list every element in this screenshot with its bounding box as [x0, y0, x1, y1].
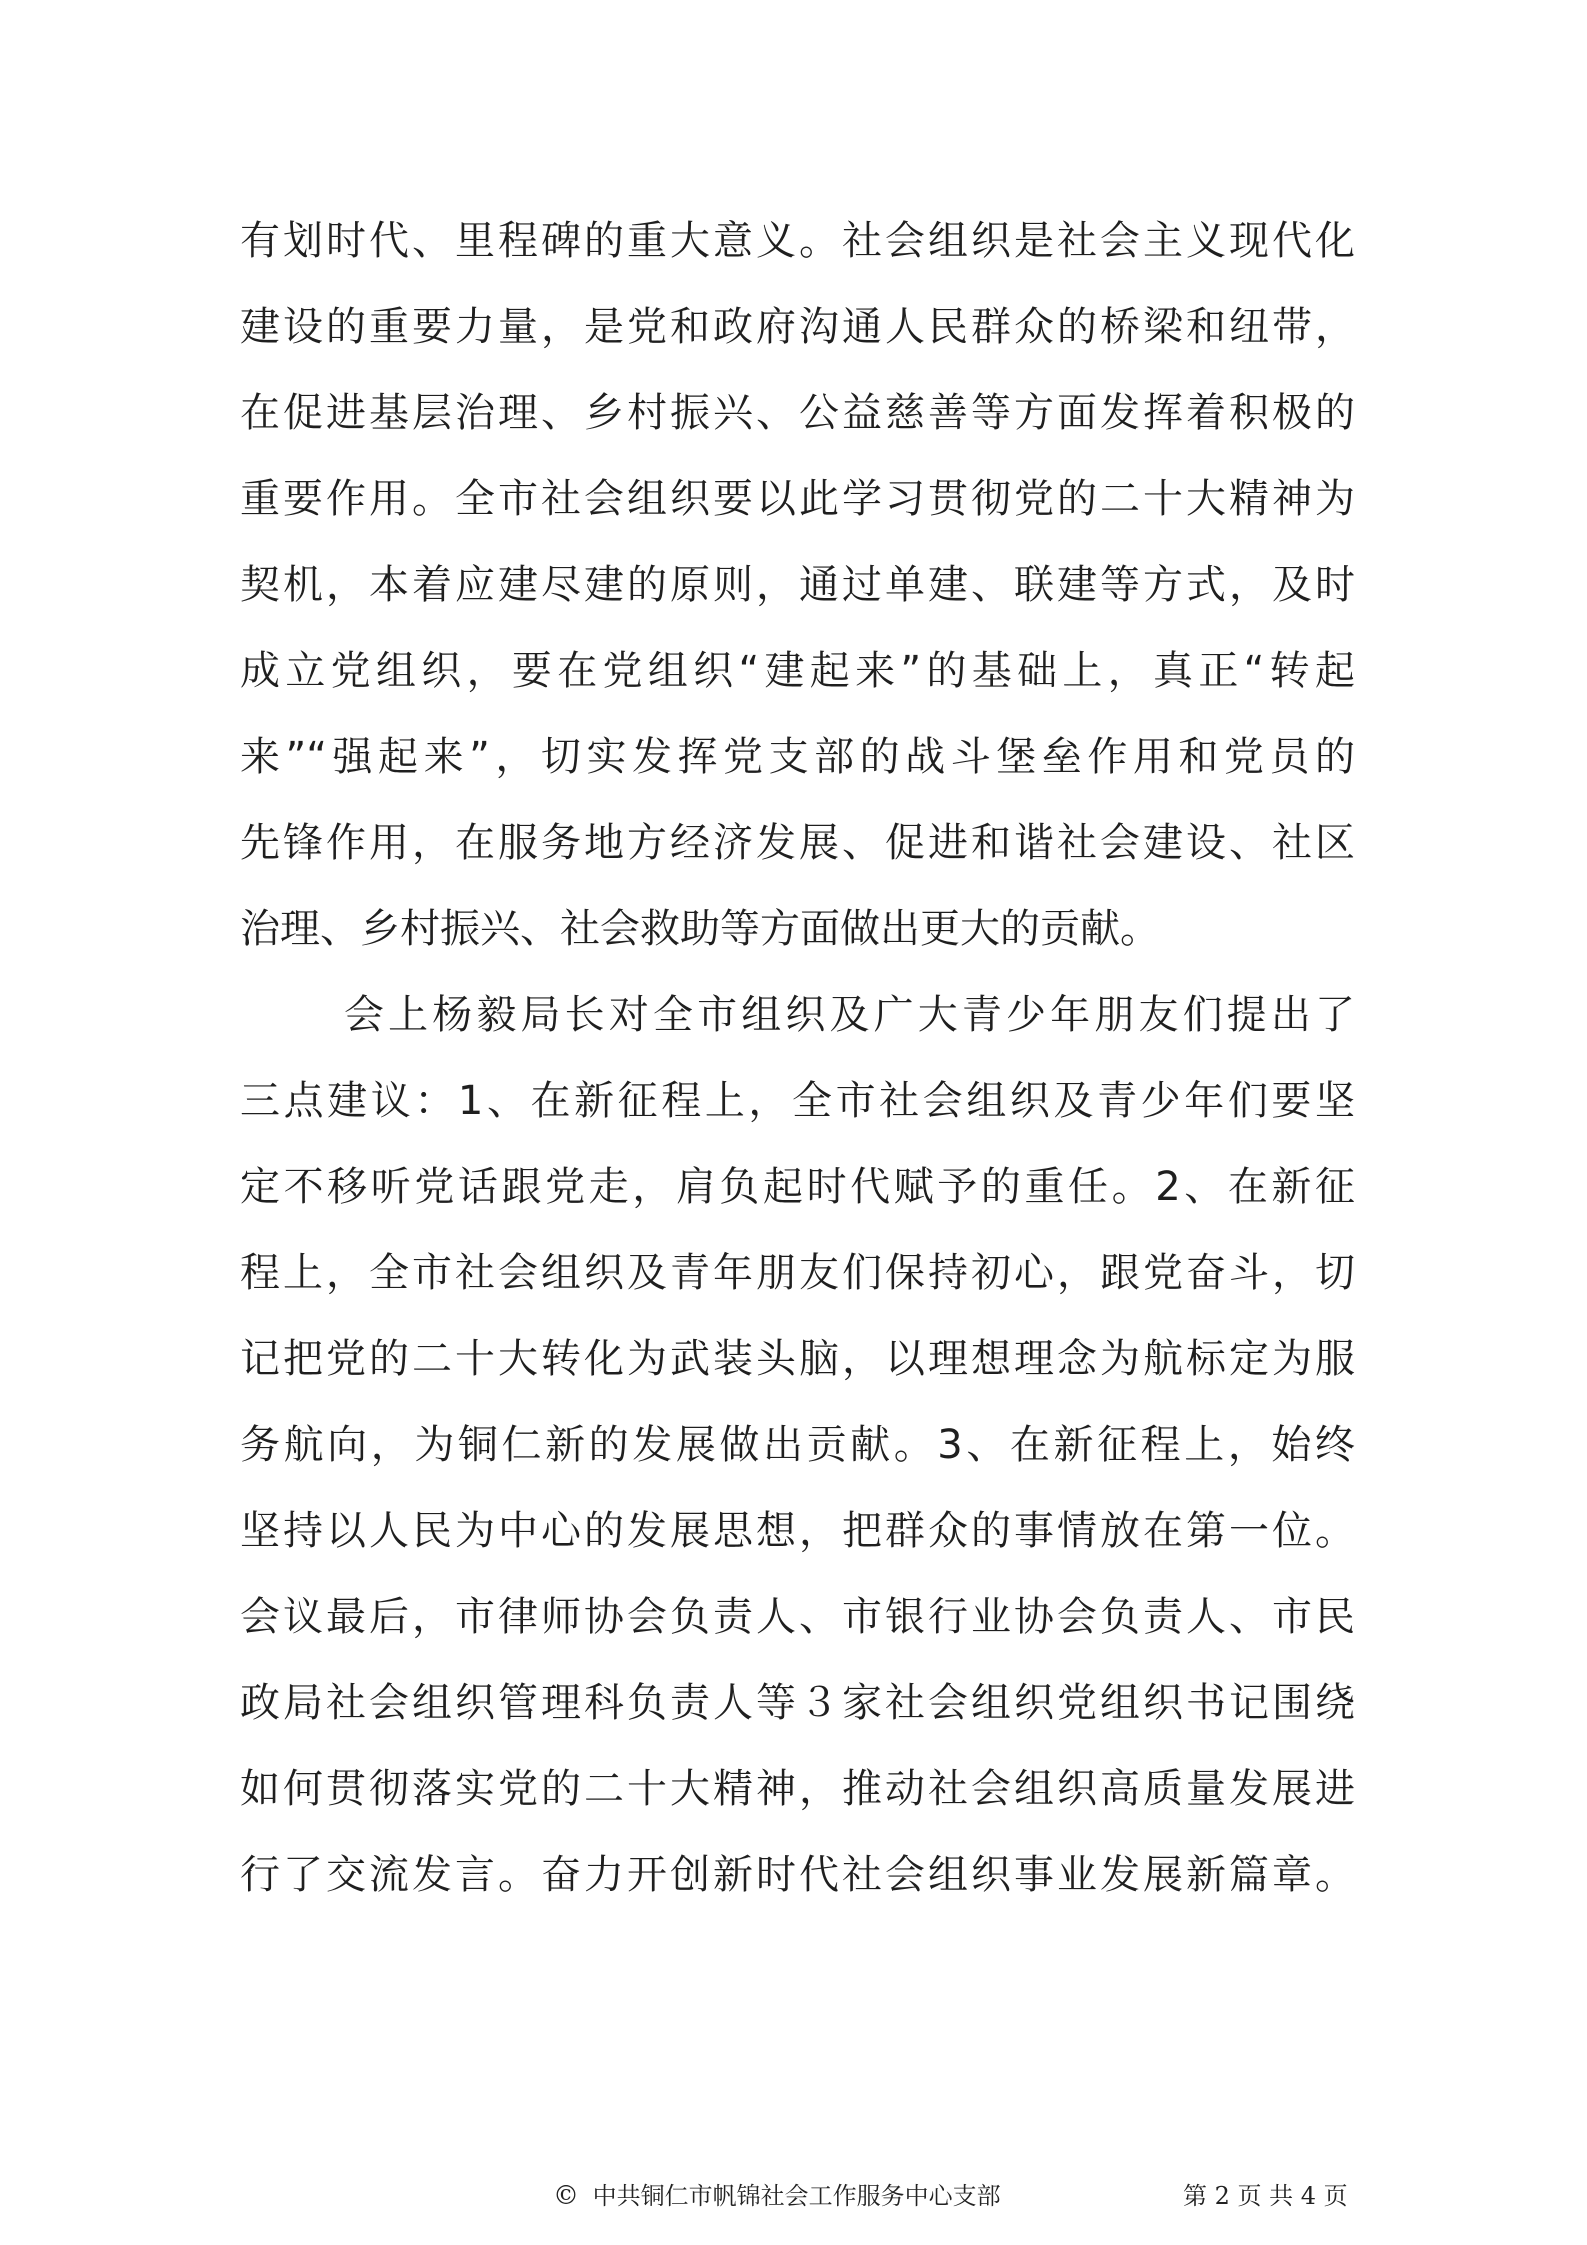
body-text	[240, 198, 1355, 1918]
text-line-4: 重要作用。全市社会组织要以此学习贯彻党的二十大精神为	[240, 476, 1355, 522]
text-line-5: 契机，本着应建尽建的原则，通过单建、联建等方式，及时	[240, 562, 1355, 608]
text-line-19: 如何贯彻落实党的二十大精神，推动社会组织高质量发展进	[240, 1766, 1355, 1812]
text-line-10: 会上杨毅局长对全市组织及广大青少年朋友们提出了	[344, 992, 1355, 1038]
text-line-2: 建设的重要力量，是党和政府沟通人民群众的桥梁和纽带，	[240, 304, 1355, 350]
page-number: 第 2 页 共 4 页	[1183, 2182, 1348, 2210]
text-line-11: 三点建议：1、在新征程上，全市社会组织及青少年们要坚	[240, 1078, 1355, 1124]
text-line-9: 治理、乡村振兴、社会救助等方面做出更大的贡献。	[240, 906, 1160, 952]
page-footer	[0, 2176, 1587, 2216]
text-line-20: 行了交流发言。奋力开创新时代社会组织事业发展新篇章。	[240, 1852, 1355, 1898]
text-line-14: 记把党的二十大转化为武装头脑，以理想理念为航标定为服	[240, 1336, 1355, 1382]
copyright-icon: ©	[553, 2181, 579, 2211]
text-line-17: 会议最后，市律师协会负责人、市银行业协会负责人、市民	[240, 1594, 1355, 1640]
text-line-12: 定不移听党话跟党走，肩负起时代赋予的重任。2、在新征	[240, 1164, 1355, 1210]
text-line-15: 务航向，为铜仁新的发展做出贡献。3、在新征程上，始终	[240, 1422, 1355, 1468]
text-line-1: 有划时代、里程碑的重大意义。社会组织是社会主义现代化	[240, 218, 1355, 264]
footer-organization-block	[553, 2176, 1001, 2211]
text-line-3: 在促进基层治理、乡村振兴、公益慈善等方面发挥着积极的	[240, 390, 1355, 436]
text-line-18: 政局社会组织管理科负责人等３家社会组织党组织书记围绕	[240, 1680, 1355, 1726]
text-line-16: 坚持以人民为中心的发展思想，把群众的事情放在第一位。	[240, 1508, 1355, 1554]
text-line-8: 先锋作用，在服务地方经济发展、促进和谐社会建设、社区	[240, 820, 1355, 866]
text-line-13: 程上，全市社会组织及青年朋友们保持初心，跟党奋斗，切	[240, 1250, 1355, 1296]
text-line-6: 成立党组织，要在党组织“建起来”的基础上，真正“转起	[240, 648, 1355, 694]
text-line-7: 来”“强起来”，切实发挥党支部的战斗堡垒作用和党员的	[240, 734, 1355, 780]
footer-organization: 中共铜仁市帆锦社会工作服务中心支部	[592, 2182, 1001, 2210]
